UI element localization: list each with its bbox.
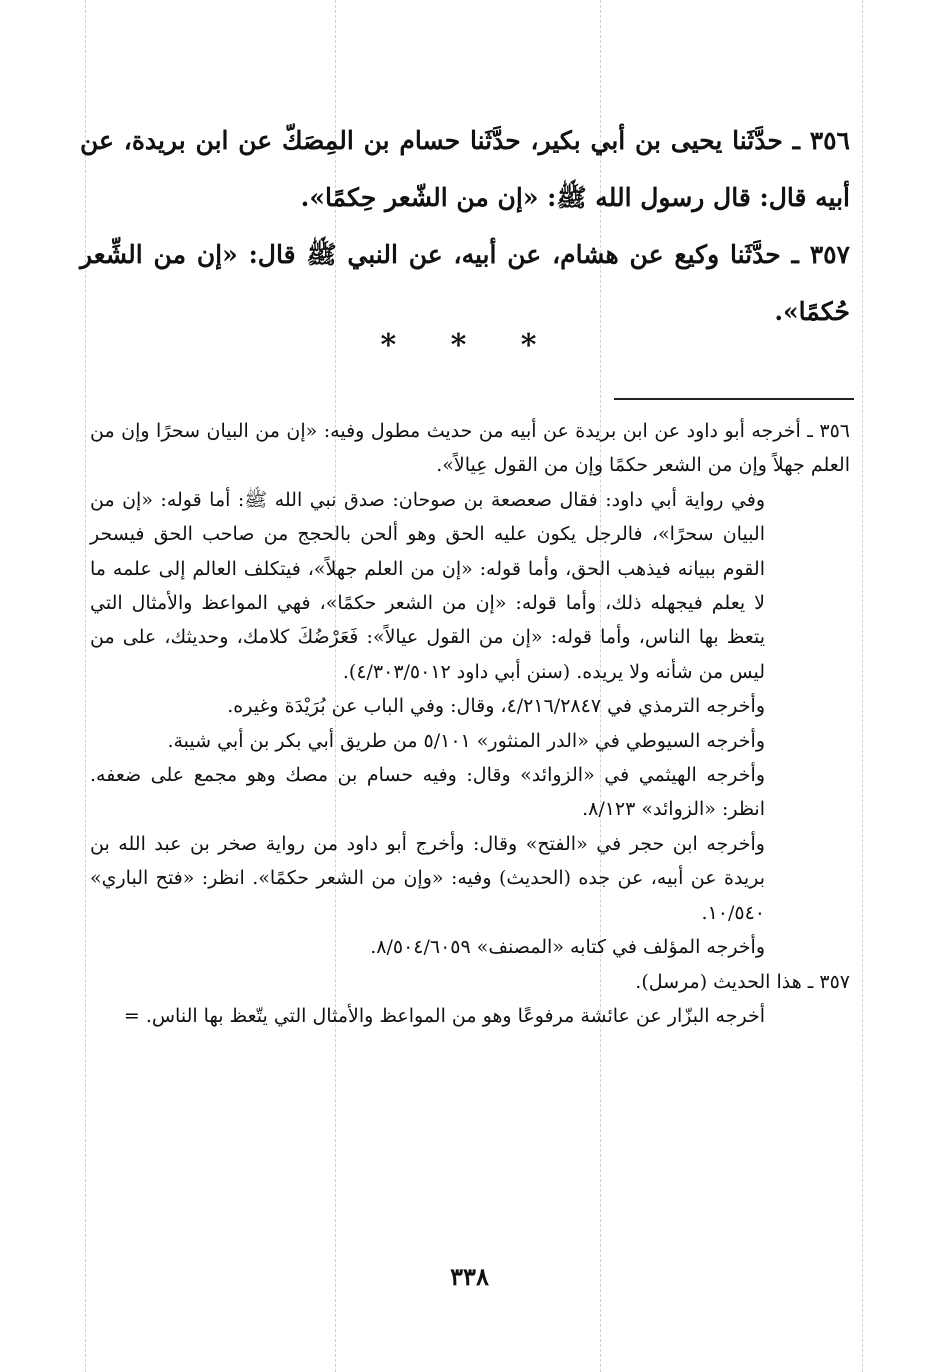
footnote-paragraph: وأخرجه ابن حجر في «الفتح» وقال: وأخرج أبو داود من رواية صخر بن عبد الله بن بريدة عن أبيه، عن جده (الحديث) وفيه: «وإن من الشعر حكمًا». انظر: «فتح الباري» ١٠/٥٤٠. xyxy=(90,832,765,924)
footnote-paragraph: وفي رواية أبي داود: فقال صعصعة بن صوحان: صدق نبي الله ﷺ: أما قوله: «إن من البيان سحرًا»، فالرجل يكون عليه الحق وهو ألحن بالحجج من صاحب الحق فيسحر القوم ببيانه فيذهب الحق، وأما قوله: «إن من العلم جهلاً»، فيتكلف العالم إلى علمه ما لا يعلم فيجهله ذلك، وأما قوله: «إن من الشعر حكمًا»، فهي المواعظ والأمثال التي يتعظ بها الناس، وأما قوله: «إن من القول عيالاً»: فَعَرْضُكَ كلامك، وحديثك، على من ليس من شأنه ولا يريده. (سنن أبي داود ٤/٣٠٣/٥٠١٢). xyxy=(90,488,765,683)
hadith-356: ٣٥٦ ـ حدَّثَنا يحيى بن أبي بكير، حدَّثَنا حسام بن المِصَكّ عن ابن بريدة، عن أبيه قال: قال رسول الله ﷺ: «إن من الشّعر حِكمًا». xyxy=(80,126,850,212)
main-text xyxy=(80,112,850,340)
footnote-paragraph: وأخرجه الهيثمي في «الزوائد» وقال: وفيه حسام بن مصك وهو مجمع على ضعفه. انظر: «الزوائد» ٨/١٢٣. xyxy=(90,764,765,821)
footnote-rule xyxy=(614,398,854,400)
hadith-357: ٣٥٧ ـ حدَّثَنا وكيع عن هشام، عن أبيه، عن النبي ﷺ قال: «إن من الشِّعر حُكمًا». xyxy=(80,240,850,326)
page-number: ٣٣٨ xyxy=(450,1262,489,1291)
footnote-paragraph: وأخرجه المؤلف في كتابه «المصنف» ٨/٥٠٤/٦٠٥٩. xyxy=(370,936,765,959)
scan-guide-line xyxy=(862,0,863,1372)
footnote-paragraph: وأخرجه السيوطي في «الدر المنثور» ٥/١٠١ من طريق أبي بكر بن أبي شيبة. xyxy=(167,729,765,752)
footnote-paragraph: وأخرجه الترمذي في ٤/٢١٦/٢٨٤٧، وقال: وفي الباب عن بُرَيْدَة وغيره. xyxy=(227,695,765,718)
footnote-357: ٣٥٧ ـ هذا الحديث (مرسل). xyxy=(635,970,850,993)
section-separator: * * * xyxy=(380,328,559,363)
footnote-paragraph: أخرجه البزّار عن عائشة مرفوعًا وهو من المواعظ والأمثال التي يتّعظ بها الناس. = xyxy=(123,1004,765,1027)
footnote-356: ٣٥٦ ـ أخرجه أبو داود عن ابن بريدة عن أبيه من حديث مطول وفيه: «إن من البيان سحرًا وإن من العلم جهلاً وإن من الشعر حكمًا وإن من القول عِيالاً». xyxy=(90,420,850,477)
footnotes xyxy=(90,414,850,1033)
